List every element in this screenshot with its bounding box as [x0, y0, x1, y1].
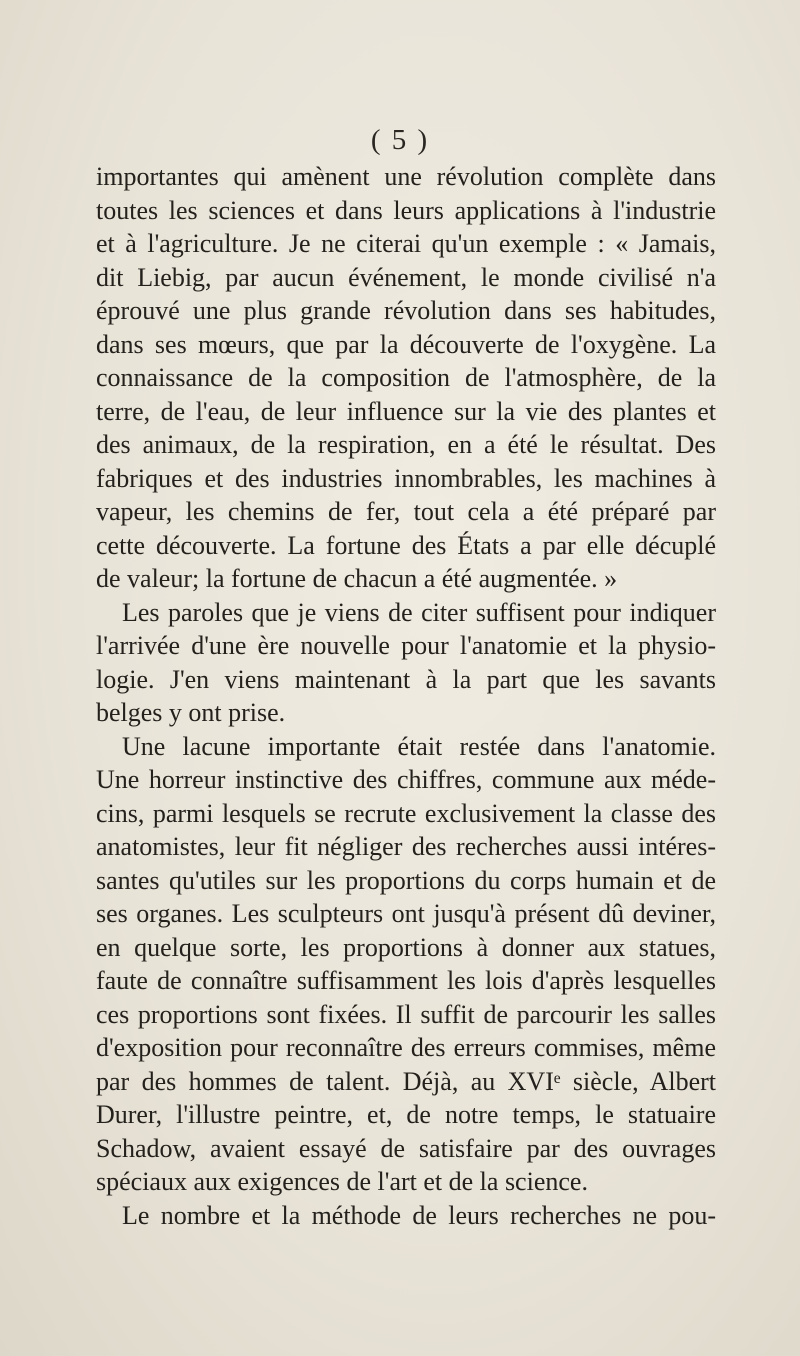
paragraph [96, 596, 716, 730]
text-line: importantes qui amènent une révolution complète dans [96, 162, 716, 191]
text-line: et à l'agriculture. Je ne citerai qu'un exemple : « Jamais, [96, 229, 716, 258]
text-line: en quelque sorte, les proportions à donner aux statues, [96, 932, 716, 962]
text-line: cins, parmi lesquels se recrute exclusivement la classe des [96, 798, 716, 828]
text-line: spéciaux aux exigences de l'art et de la science. [96, 1167, 588, 1196]
text-line: d'exposition pour reconnaître des erreurs commises, même [96, 1033, 716, 1062]
text-line: Une lacune importante était restée dans l'anatomie. [122, 731, 716, 761]
text-line: l'arrivée d'une ère nouvelle pour l'anatomie et la physio- [96, 631, 716, 660]
text-line: Schadow, avaient essayé de satisfaire par des ouvrages [96, 1133, 716, 1163]
text-line: vapeur, les chemins de fer, tout cela a été préparé par [96, 497, 716, 526]
text-line: ses organes. Les sculpteurs ont jusqu'à présent dû deviner, [96, 899, 716, 928]
text-line: de valeur; la fortune de chacun a été augmentée. » [96, 564, 618, 593]
body-text [96, 160, 716, 1232]
text-line: Une horreur instinctive des chiffres, commune aux méde- [96, 765, 716, 794]
paragraph [96, 1199, 716, 1233]
text-line: terre, de l'eau, de leur influence sur la vie des plantes et [96, 396, 716, 426]
text-line: toutes les sciences et dans leurs applications à l'industrie [96, 195, 716, 225]
text-line: anatomistes, leur fit négliger des recherches aussi intéres- [96, 832, 716, 861]
text-line: santes qu'utiles sur les proportions du corps humain et de [96, 865, 716, 895]
text-line: des animaux, de la respiration, en a été le résultat. Des [96, 430, 716, 459]
text-line: Les paroles que je viens de citer suffisent pour indiquer [122, 597, 716, 627]
page-number: ( 5 ) [370, 124, 430, 156]
text-line: ces proportions sont fixées. Il suffit de parcourir les salles [96, 999, 716, 1029]
text-line: faute de connaître suffisamment les lois d'après lesquelles [96, 966, 716, 995]
text-line: par des hommes de talent. Déjà, au XVIᵉ siècle, Albert [96, 1066, 716, 1096]
text-line: belges y ont prise. [96, 698, 286, 727]
text-line: Durer, l'illustre peintre, et, de notre temps, le statuaire [96, 1100, 716, 1129]
text-line: Le nombre et la méthode de leurs recherches ne pou- [122, 1200, 716, 1230]
text-line: dit Liebig, par aucun événement, le monde civilisé n'a [96, 262, 716, 292]
paragraph [96, 160, 716, 596]
text-line: cette découverte. La fortune des États a par elle décuplé [96, 530, 716, 560]
text-line: éprouvé une plus grande révolution dans ses habitudes, [96, 296, 716, 325]
text-line: fabriques et des industries innombrables, les machines à [96, 463, 716, 493]
text-line: connaissance de la composition de l'atmosphère, de la [96, 363, 716, 392]
text-line: logie. J'en viens maintenant à la part que les savants [96, 664, 716, 694]
paragraph [96, 730, 716, 1199]
text-line: dans ses mœurs, que par la découverte de l'oxygène. La [96, 329, 716, 359]
